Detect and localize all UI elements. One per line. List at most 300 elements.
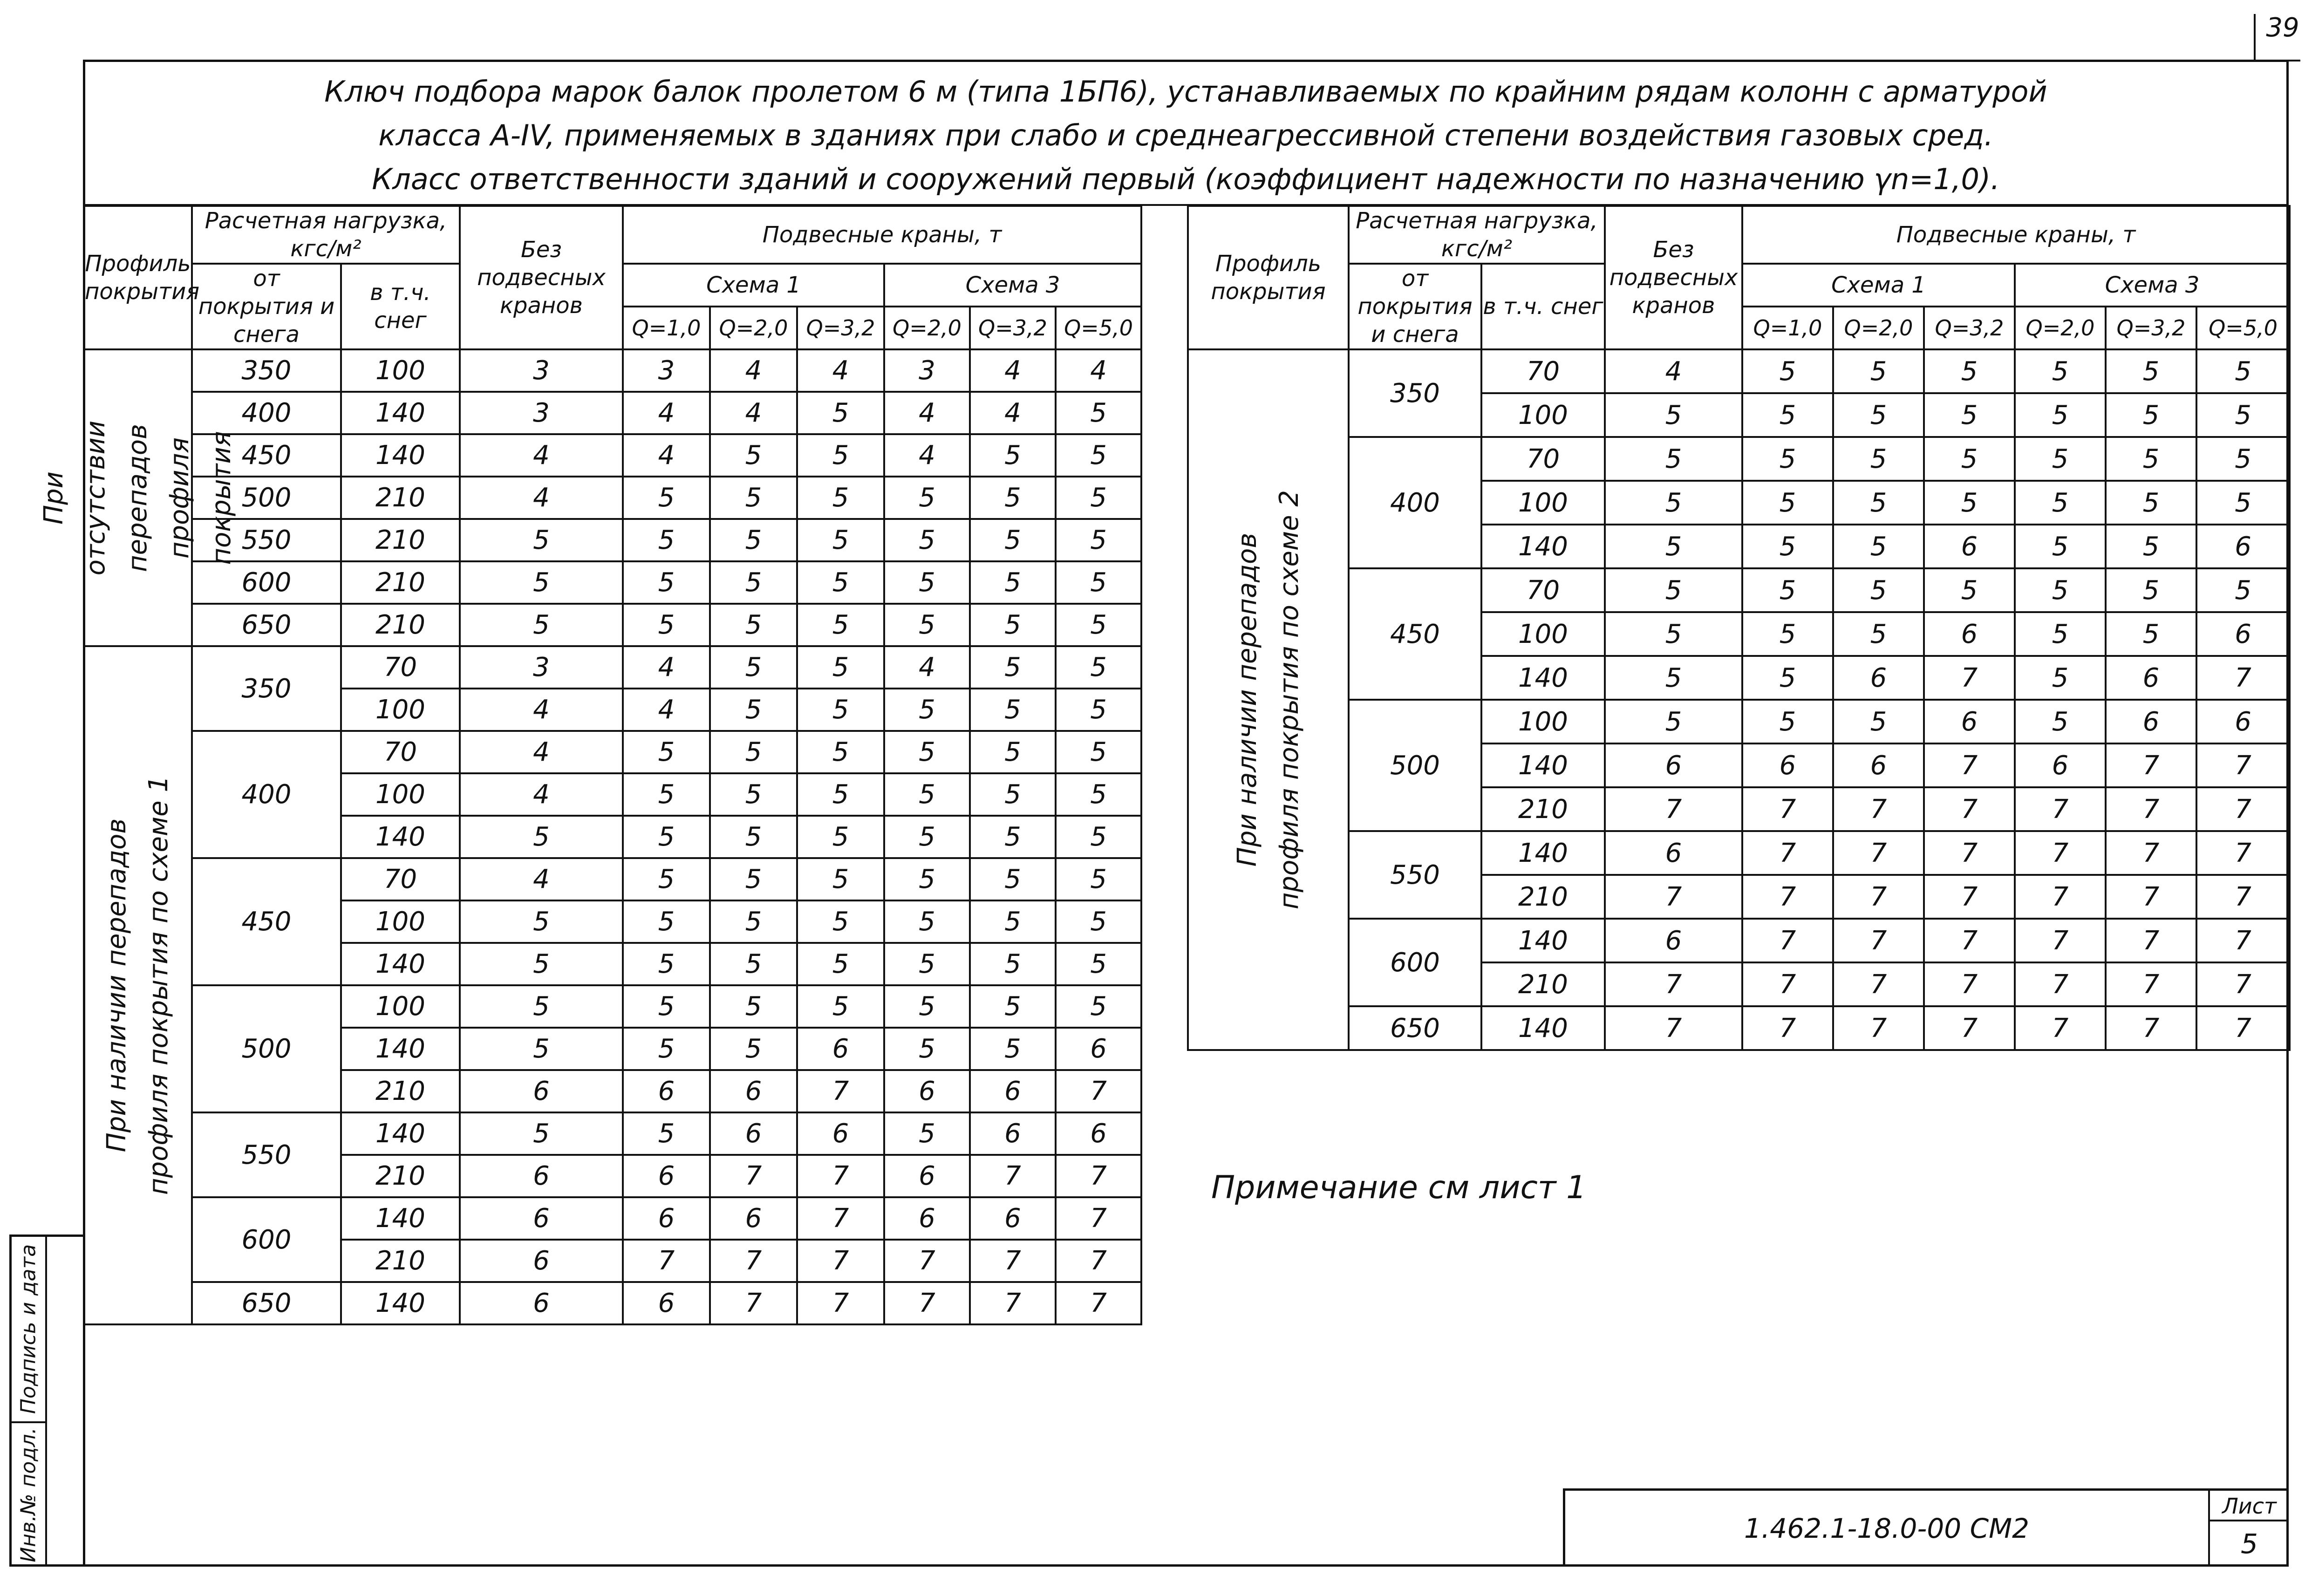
table-cell-value: 7 <box>1833 1006 1924 1050</box>
table-cell-value: 7 <box>970 1155 1056 1197</box>
table-cell-value: 5 <box>2015 568 2106 612</box>
table-cell-value: 4 <box>970 349 1056 392</box>
table-cell-value: 7 <box>2196 743 2290 787</box>
table-cell-value: 6 <box>2106 656 2196 700</box>
table-cell-value: 7 <box>710 1155 797 1197</box>
snow-value: 140 <box>1481 743 1605 787</box>
table-cell-value: 5 <box>460 985 623 1028</box>
table-row <box>84 1282 1141 1324</box>
table-row <box>84 1112 1141 1155</box>
table-cell-value: 4 <box>460 858 623 900</box>
table-cell-value: 7 <box>710 1282 797 1324</box>
table-cell-value: 4 <box>884 392 970 434</box>
table-cell-value: 5 <box>2015 700 2106 743</box>
table-cell-value: 5 <box>970 900 1056 943</box>
snow-value: 140 <box>341 816 460 858</box>
header-load: Расчетная нагрузка, кгс/м² <box>1349 206 1605 264</box>
snow-value: 140 <box>341 434 460 477</box>
snow-value: 100 <box>341 900 460 943</box>
table-cell-value: 7 <box>2196 962 2290 1006</box>
table-cell-value: 3 <box>460 646 623 689</box>
header-load: Расчетная нагрузка, кгс/м² <box>192 206 460 264</box>
header-q-scheme3: Q=2,0 <box>2015 307 2106 349</box>
table-cell-value: 5 <box>797 477 884 519</box>
title-line-1: Ключ подбора марок балок пролетом 6 м (типа 1БП6), устанавливаемых по крайним рядам колонн с арматурой <box>324 75 2047 109</box>
table-cell-value: 4 <box>623 646 710 689</box>
table-cell-value: 5 <box>1833 437 1924 481</box>
load-value: 500 <box>192 985 341 1112</box>
table-cell-value: 5 <box>2106 525 2196 568</box>
table-cell-value: 7 <box>2015 919 2106 962</box>
table-cell-value: 7 <box>1056 1240 1141 1282</box>
table-row <box>1188 349 2290 393</box>
snow-value: 100 <box>1481 481 1605 525</box>
table-cell-value: 5 <box>1742 612 1833 656</box>
table-cell-value: 7 <box>1833 919 1924 962</box>
load-value: 500 <box>192 477 341 519</box>
table-cell-value: 7 <box>797 1155 884 1197</box>
table-cell-value: 6 <box>1924 700 2015 743</box>
table-cell-value: 7 <box>1742 831 1833 875</box>
group-no-drops-label: При отсутствии перепадов профиля покрытия <box>39 420 237 575</box>
table-cell-value: 5 <box>884 773 970 816</box>
header-q-scheme1: Q=3,2 <box>797 307 884 349</box>
table-cell-value: 5 <box>1742 525 1833 568</box>
right-selection-table <box>1187 205 2291 1051</box>
table-cell-value: 5 <box>2196 568 2290 612</box>
table-cell-value: 5 <box>1742 393 1833 437</box>
group-drops-scheme-2-label: При наличии перепадов профиля покрытия по схеме 2 <box>1232 490 1304 910</box>
table-cell-value: 7 <box>797 1070 884 1112</box>
table-cell-value: 5 <box>884 816 970 858</box>
load-value: 400 <box>192 392 341 434</box>
snow-value: 210 <box>1481 787 1605 831</box>
load-value: 600 <box>192 561 341 604</box>
table-cell-value: 5 <box>1742 349 1833 393</box>
snow-value: 210 <box>341 1070 460 1112</box>
table-cell-value: 5 <box>1924 349 2015 393</box>
header-q-scheme1: Q=1,0 <box>623 307 710 349</box>
load-value: 600 <box>192 1197 341 1282</box>
table-cell-value: 6 <box>1056 1028 1141 1070</box>
table-row <box>84 1197 1141 1240</box>
table-cell-value: 7 <box>2015 875 2106 919</box>
table-cell-value: 5 <box>1056 392 1141 434</box>
table-cell-value: 5 <box>797 689 884 731</box>
table-cell-value: 6 <box>2196 700 2290 743</box>
header-q-scheme3: Q=5,0 <box>2196 307 2290 349</box>
table-cell-value: 7 <box>884 1282 970 1324</box>
page-number: 39 <box>2266 13 2299 43</box>
snow-value: 210 <box>1481 962 1605 1006</box>
table-cell-value: 4 <box>710 392 797 434</box>
header-q-scheme1: Q=2,0 <box>1833 307 1924 349</box>
table-cell-value: 3 <box>460 392 623 434</box>
load-value: 350 <box>192 349 341 392</box>
snow-value: 140 <box>1481 656 1605 700</box>
table-cell-value: 6 <box>797 1028 884 1070</box>
table-cell-value: 5 <box>710 434 797 477</box>
snow-value: 140 <box>1481 919 1605 962</box>
header-q-scheme3: Q=3,2 <box>970 307 1056 349</box>
table-cell-value: 7 <box>1924 656 2015 700</box>
table-cell-value: 6 <box>710 1112 797 1155</box>
snow-value: 210 <box>341 519 460 561</box>
snow-value: 140 <box>341 1197 460 1240</box>
load-value: 500 <box>1349 700 1481 831</box>
table-cell-value: 7 <box>710 1240 797 1282</box>
title-block <box>1563 1488 2289 1567</box>
snow-value: 70 <box>1481 568 1605 612</box>
table-row <box>84 731 1141 773</box>
table-cell-value: 5 <box>710 689 797 731</box>
title-line-2: класса А-IV, применяемых в зданиях при слабо и среднеагрессивной степени воздействия газовых сред. <box>378 118 1993 152</box>
table-cell-value: 5 <box>1833 393 1924 437</box>
table-cell-value: 5 <box>1742 481 1833 525</box>
snow-value: 100 <box>1481 612 1605 656</box>
table-cell-value: 7 <box>1924 962 2015 1006</box>
table-cell-value: 5 <box>2106 393 2196 437</box>
table-cell-value: 5 <box>2106 349 2196 393</box>
snow-value: 140 <box>1481 831 1605 875</box>
table-cell-value: 7 <box>970 1240 1056 1282</box>
table-cell-value: 5 <box>884 858 970 900</box>
table-cell-value: 6 <box>710 1197 797 1240</box>
stamp-inventory-cell <box>12 1423 47 1567</box>
snow-value: 100 <box>341 985 460 1028</box>
table-cell-value: 5 <box>1742 437 1833 481</box>
table-cell-value: 5 <box>1924 568 2015 612</box>
table-cell-value: 5 <box>710 858 797 900</box>
table-cell-value: 5 <box>710 985 797 1028</box>
table-cell-value: 5 <box>970 731 1056 773</box>
table-cell-value: 7 <box>2106 1006 2196 1050</box>
table-cell-value: 7 <box>2196 656 2290 700</box>
header-no-cranes: Без подвесных кранов <box>1605 206 1742 349</box>
header-scheme-1: Схема 1 <box>623 264 884 307</box>
table-cell-value: 7 <box>2015 1006 2106 1050</box>
table-cell-value: 4 <box>797 349 884 392</box>
table-cell-value: 7 <box>1742 1006 1833 1050</box>
document-number: 1.462.1-18.0-00 СМ2 <box>1744 1513 2030 1544</box>
table-cell-value: 7 <box>1833 787 1924 831</box>
table-cell-value: 5 <box>1833 481 1924 525</box>
table-cell-value: 5 <box>2106 568 2196 612</box>
snow-value: 70 <box>341 858 460 900</box>
header-cranes: Подвесные краны, т <box>623 206 1141 264</box>
table-cell-value: 7 <box>2196 831 2290 875</box>
load-value: 450 <box>192 858 341 985</box>
header-profile: Профиль покрытия <box>84 206 192 349</box>
table-cell-value: 5 <box>460 943 623 985</box>
table-cell-value: 5 <box>1924 393 2015 437</box>
table-cell-value: 5 <box>1056 477 1141 519</box>
stamp-signature-label: Подпись и дата <box>16 1244 41 1414</box>
table-cell-value: 5 <box>884 731 970 773</box>
table-row <box>84 604 1141 646</box>
table-row <box>1188 568 2290 612</box>
table-cell-value: 5 <box>1833 612 1924 656</box>
table-cell-value: 5 <box>1605 393 1742 437</box>
table-cell-value: 5 <box>623 1112 710 1155</box>
load-value: 550 <box>192 1112 341 1197</box>
table-cell-value: 5 <box>797 858 884 900</box>
load-value: 450 <box>1349 568 1481 700</box>
snow-value: 140 <box>341 392 460 434</box>
table-cell-value: 5 <box>970 519 1056 561</box>
table-cell-value: 5 <box>2106 612 2196 656</box>
table-cell-value: 5 <box>884 689 970 731</box>
table-cell-value: 4 <box>460 477 623 519</box>
snow-value: 210 <box>1481 875 1605 919</box>
left-selection-table <box>39 205 1142 1325</box>
table-cell-value: 5 <box>1833 349 1924 393</box>
table-cell-value: 7 <box>1742 919 1833 962</box>
snow-value: 140 <box>341 1112 460 1155</box>
table-cell-value: 4 <box>460 773 623 816</box>
table-cell-value: 5 <box>623 519 710 561</box>
table-cell-value: 7 <box>797 1240 884 1282</box>
table-cell-value: 5 <box>1056 858 1141 900</box>
table-cell-value: 7 <box>1924 919 2015 962</box>
table-cell-value: 5 <box>797 900 884 943</box>
table-cell-value: 5 <box>2196 393 2290 437</box>
header-scheme-3: Схема 3 <box>2015 264 2290 307</box>
table-cell-value: 6 <box>884 1070 970 1112</box>
sheet-number: 5 <box>2241 1528 2258 1560</box>
table-cell-value: 4 <box>884 434 970 477</box>
table-cell-value: 6 <box>1833 656 1924 700</box>
header-profile: Профиль покрытия <box>1188 206 1349 349</box>
group-drops-scheme-2 <box>1188 349 1349 1050</box>
header-load-snow: в т.ч. снег <box>1481 264 1605 349</box>
table-cell-value: 5 <box>460 900 623 943</box>
snow-value: 100 <box>341 349 460 392</box>
table-cell-value: 5 <box>970 689 1056 731</box>
table-cell-value: 5 <box>1056 900 1141 943</box>
table-cell-value: 5 <box>623 943 710 985</box>
table-cell-value: 5 <box>623 1028 710 1070</box>
table-cell-value: 5 <box>623 858 710 900</box>
table-cell-value: 5 <box>970 1028 1056 1070</box>
table-cell-value: 5 <box>460 1112 623 1155</box>
snow-value: 140 <box>1481 525 1605 568</box>
table-cell-value: 5 <box>884 1112 970 1155</box>
table-cell-value: 5 <box>2196 437 2290 481</box>
header-q-scheme1: Q=2,0 <box>710 307 797 349</box>
group-no-drops <box>39 349 237 646</box>
table-cell-value: 5 <box>710 1028 797 1070</box>
snow-value: 70 <box>341 731 460 773</box>
table-cell-value: 3 <box>460 349 623 392</box>
table-cell-value: 5 <box>797 943 884 985</box>
table-cell-value: 7 <box>2196 787 2290 831</box>
table-cell-value: 5 <box>1742 700 1833 743</box>
table-cell-value: 5 <box>623 900 710 943</box>
table-cell-value: 7 <box>2015 787 2106 831</box>
snow-value: 210 <box>341 604 460 646</box>
table-cell-value: 7 <box>2106 831 2196 875</box>
snow-value: 100 <box>341 689 460 731</box>
table-cell-value: 5 <box>884 561 970 604</box>
table-cell-value: 6 <box>460 1197 623 1240</box>
table-cell-value: 5 <box>1605 568 1742 612</box>
table-cell-value: 7 <box>2196 1006 2290 1050</box>
table-cell-value: 5 <box>1056 519 1141 561</box>
load-value: 350 <box>1349 349 1481 437</box>
header-scheme-1: Схема 1 <box>1742 264 2015 307</box>
table-cell-value: 5 <box>1833 525 1924 568</box>
load-value: 350 <box>192 646 341 731</box>
table-cell-value: 4 <box>460 689 623 731</box>
table-cell-value: 6 <box>623 1070 710 1112</box>
header-load-from-roof: от покрытия и снега <box>192 264 341 349</box>
table-cell-value: 6 <box>2196 525 2290 568</box>
load-value: 550 <box>192 519 341 561</box>
table-cell-value: 6 <box>1605 919 1742 962</box>
table-cell-value: 6 <box>710 1070 797 1112</box>
table-cell-value: 7 <box>1833 962 1924 1006</box>
table-cell-value: 4 <box>460 434 623 477</box>
table-cell-value: 7 <box>1056 1197 1141 1240</box>
snow-value: 140 <box>341 1028 460 1070</box>
table-cell-value: 7 <box>797 1282 884 1324</box>
table-cell-value: 5 <box>2106 481 2196 525</box>
table-cell-value: 5 <box>797 773 884 816</box>
table-cell-value: 7 <box>1605 962 1742 1006</box>
table-cell-value: 5 <box>1056 773 1141 816</box>
table-cell-value: 5 <box>884 1028 970 1070</box>
table-cell-value: 5 <box>797 561 884 604</box>
table-cell-value: 5 <box>623 985 710 1028</box>
table-cell-value: 5 <box>970 858 1056 900</box>
load-value: 600 <box>1349 919 1481 1006</box>
table-cell-value: 5 <box>710 604 797 646</box>
table-cell-value: 5 <box>1924 481 2015 525</box>
load-value: 650 <box>1349 1006 1481 1050</box>
table-cell-value: 7 <box>2196 919 2290 962</box>
table-cell-value: 5 <box>460 604 623 646</box>
group-drops-scheme-1 <box>84 646 192 1324</box>
sheet-box <box>2208 1491 2289 1567</box>
table-cell-value: 6 <box>1605 743 1742 787</box>
table-cell-value: 5 <box>1056 689 1141 731</box>
table-cell-value: 5 <box>623 477 710 519</box>
table-cell-value: 6 <box>460 1240 623 1282</box>
table-cell-value: 5 <box>797 519 884 561</box>
table-cell-value: 5 <box>884 519 970 561</box>
header-q-scheme3: Q=2,0 <box>884 307 970 349</box>
table-cell-value: 6 <box>970 1070 1056 1112</box>
sheet-label: Лист <box>2210 1491 2289 1521</box>
table-cell-value: 5 <box>884 900 970 943</box>
table-cell-value: 6 <box>2196 612 2290 656</box>
table-cell-value: 5 <box>710 731 797 773</box>
snow-value: 100 <box>341 773 460 816</box>
table-cell-value: 5 <box>884 985 970 1028</box>
table-cell-value: 6 <box>623 1155 710 1197</box>
table-row <box>84 349 1141 392</box>
table-cell-value: 5 <box>1056 561 1141 604</box>
table-cell-value: 5 <box>2015 349 2106 393</box>
table-cell-value: 5 <box>623 816 710 858</box>
load-value: 650 <box>192 604 341 646</box>
table-cell-value: 5 <box>2106 437 2196 481</box>
table-cell-value: 5 <box>2015 393 2106 437</box>
table-cell-value: 5 <box>710 773 797 816</box>
table-cell-value: 7 <box>2196 875 2290 919</box>
table-cell-value: 6 <box>797 1112 884 1155</box>
table-cell-value: 5 <box>884 604 970 646</box>
snow-value: 140 <box>341 943 460 985</box>
table-cell-value: 5 <box>460 519 623 561</box>
table-cell-value: 5 <box>460 561 623 604</box>
header-q-scheme1: Q=3,2 <box>1924 307 2015 349</box>
table-cell-value: 5 <box>1056 731 1141 773</box>
load-value: 550 <box>1349 831 1481 919</box>
table-cell-value: 6 <box>1742 743 1833 787</box>
table-cell-value: 4 <box>1056 349 1141 392</box>
table-cell-value: 6 <box>1833 743 1924 787</box>
header-q-scheme3: Q=5,0 <box>1056 307 1141 349</box>
table-cell-value: 7 <box>1742 787 1833 831</box>
header-q-scheme3: Q=3,2 <box>2106 307 2196 349</box>
table-cell-value: 5 <box>1833 700 1924 743</box>
table-cell-value: 5 <box>623 773 710 816</box>
table-cell-value: 5 <box>710 900 797 943</box>
table-cell-value: 5 <box>970 816 1056 858</box>
table-cell-value: 5 <box>1605 481 1742 525</box>
table-cell-value: 5 <box>1742 656 1833 700</box>
snow-value: 70 <box>1481 349 1605 393</box>
table-cell-value: 6 <box>1924 612 2015 656</box>
table-cell-value: 7 <box>2015 962 2106 1006</box>
table-cell-value: 5 <box>460 1028 623 1070</box>
table-cell-value: 4 <box>884 646 970 689</box>
table-cell-value: 5 <box>797 604 884 646</box>
table-cell-value: 5 <box>1605 437 1742 481</box>
table-cell-value: 5 <box>1833 568 1924 612</box>
table-cell-value: 5 <box>797 985 884 1028</box>
table-cell-value: 6 <box>460 1282 623 1324</box>
table-cell-value: 7 <box>1924 787 2015 831</box>
snow-value: 100 <box>1481 393 1605 437</box>
table-row <box>1188 437 2290 481</box>
table-cell-value: 7 <box>2106 787 2196 831</box>
load-value: 400 <box>192 731 341 858</box>
table-cell-value: 5 <box>710 519 797 561</box>
table-cell-value: 5 <box>1605 700 1742 743</box>
table-cell-value: 5 <box>797 731 884 773</box>
table-cell-value: 6 <box>2015 743 2106 787</box>
table-cell-value: 4 <box>623 689 710 731</box>
table-cell-value: 7 <box>884 1240 970 1282</box>
table-cell-value: 7 <box>1924 875 2015 919</box>
table-row <box>84 646 1141 689</box>
table-cell-value: 7 <box>1605 1006 1742 1050</box>
header-load-snow: в т.ч. снег <box>341 264 460 349</box>
header-load-from-roof: от покрытия и снега <box>1349 264 1481 349</box>
table-cell-value: 5 <box>2196 349 2290 393</box>
table-cell-value: 7 <box>1605 875 1742 919</box>
snow-value: 210 <box>341 477 460 519</box>
table-cell-value: 7 <box>797 1197 884 1240</box>
snow-value: 70 <box>1481 437 1605 481</box>
snow-value: 140 <box>1481 1006 1605 1050</box>
table-cell-value: 7 <box>970 1282 1056 1324</box>
table-cell-value: 5 <box>710 943 797 985</box>
table-cell-value: 5 <box>2015 525 2106 568</box>
